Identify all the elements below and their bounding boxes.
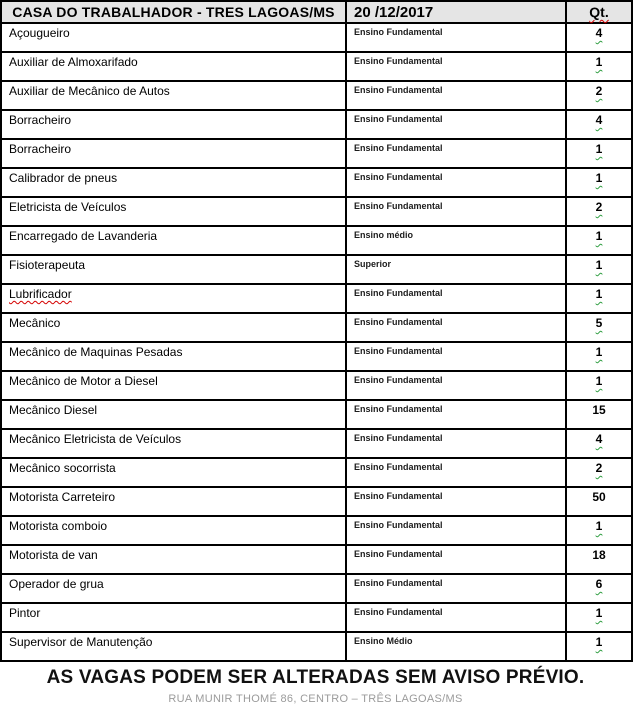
address-text: RUA MUNIR THOMÉ 86, CENTRO – TRÊS LAGOAS/MS xyxy=(168,693,463,705)
job-title-cell xyxy=(1,487,346,516)
quantity-cell xyxy=(566,81,632,110)
quantity-value: 1 xyxy=(595,345,603,359)
education-level-cell: Ensino médio xyxy=(346,226,566,255)
education-level-cell: Ensino Fundamental xyxy=(346,313,566,342)
quantity-value: 2 xyxy=(595,84,603,98)
table-row xyxy=(1,371,632,400)
quantity-value: 2 xyxy=(595,461,603,475)
quantity-cell xyxy=(566,574,632,603)
education-level-cell: Ensino Fundamental xyxy=(346,516,566,545)
job-title-cell xyxy=(1,52,346,81)
job-title: Auxiliar de Mecânico de Autos xyxy=(9,84,170,98)
education-level-cell: Ensino Médio xyxy=(346,632,566,661)
job-title-cell xyxy=(1,545,346,574)
job-title-cell xyxy=(1,603,346,632)
table-row xyxy=(1,313,632,342)
quantity-value: 18 xyxy=(592,548,606,562)
job-title: Borracheiro xyxy=(9,142,72,156)
table-row xyxy=(1,603,632,632)
qty-column-header-cell xyxy=(566,1,632,23)
job-title-cell xyxy=(1,342,346,371)
table-row xyxy=(1,197,632,226)
job-title: Motorista comboio xyxy=(9,519,108,533)
table-row xyxy=(1,255,632,284)
table-row xyxy=(1,574,632,603)
quantity-cell xyxy=(566,313,632,342)
education-level-cell: Ensino Fundamental xyxy=(346,342,566,371)
job-title: Fisioterapeuta xyxy=(9,258,86,272)
job-title: Açougueiro xyxy=(9,26,70,40)
qty-column-header: Qt. xyxy=(589,4,609,20)
education-level-cell: Ensino Fundamental xyxy=(346,284,566,313)
job-title-cell xyxy=(1,400,346,429)
job-title: Lubrificador xyxy=(9,287,72,301)
education-level-cell: Ensino Fundamental xyxy=(346,429,566,458)
job-title-cell xyxy=(1,23,346,52)
quantity-cell xyxy=(566,545,632,574)
table-row xyxy=(1,400,632,429)
quantity-cell xyxy=(566,342,632,371)
job-title-cell xyxy=(1,284,346,313)
table-row xyxy=(1,458,632,487)
education-level-cell: Ensino Fundamental xyxy=(346,371,566,400)
education-level-cell: Ensino Fundamental xyxy=(346,23,566,52)
quantity-cell xyxy=(566,632,632,661)
table-row xyxy=(1,342,632,371)
quantity-value: 4 xyxy=(595,113,603,127)
job-title: Motorista Carreteiro xyxy=(9,490,116,504)
quantity-cell xyxy=(566,255,632,284)
org-title: CASA DO TRABALHADOR - TRES LAGOAS/MS xyxy=(1,1,346,23)
quantity-cell xyxy=(566,400,632,429)
job-title: Mecânico Eletricista de Veículos xyxy=(9,432,182,446)
education-level-cell: Ensino Fundamental xyxy=(346,400,566,429)
quantity-cell xyxy=(566,168,632,197)
job-title-cell xyxy=(1,574,346,603)
quantity-value: 50 xyxy=(592,490,606,504)
job-title-cell xyxy=(1,197,346,226)
education-level-cell: Superior xyxy=(346,255,566,284)
quantity-value: 1 xyxy=(595,258,603,272)
table-row xyxy=(1,52,632,81)
quantity-cell xyxy=(566,139,632,168)
job-title: Mecânico de Motor a Diesel xyxy=(9,374,158,388)
quantity-value: 1 xyxy=(595,142,603,156)
job-title: Eletricista de Veículos xyxy=(9,200,127,214)
education-level-cell: Ensino Fundamental xyxy=(346,603,566,632)
job-title: Motorista de van xyxy=(9,548,98,562)
quantity-cell xyxy=(566,458,632,487)
quantity-cell xyxy=(566,197,632,226)
education-level-cell: Ensino Fundamental xyxy=(346,197,566,226)
job-title-cell xyxy=(1,226,346,255)
education-level-cell: Ensino Fundamental xyxy=(346,52,566,81)
quantity-value: 1 xyxy=(595,229,603,243)
job-title-cell xyxy=(1,429,346,458)
education-level-cell: Ensino Fundamental xyxy=(346,574,566,603)
quantity-value: 15 xyxy=(592,403,606,417)
quantity-cell xyxy=(566,487,632,516)
report-date: 20 /12/2017 xyxy=(346,1,566,23)
job-title-cell xyxy=(1,632,346,661)
table-row xyxy=(1,429,632,458)
quantity-cell xyxy=(566,110,632,139)
education-level-cell: Ensino Fundamental xyxy=(346,168,566,197)
table-row xyxy=(1,23,632,52)
table-row xyxy=(1,487,632,516)
job-title-cell xyxy=(1,139,346,168)
table-header xyxy=(1,1,632,23)
job-title-cell xyxy=(1,110,346,139)
quantity-cell xyxy=(566,226,632,255)
table-row xyxy=(1,168,632,197)
table-row xyxy=(1,110,632,139)
quantity-value: 4 xyxy=(595,26,603,40)
education-level-cell: Ensino Fundamental xyxy=(346,110,566,139)
quantity-cell xyxy=(566,516,632,545)
quantity-value: 1 xyxy=(595,171,603,185)
quantity-value: 1 xyxy=(595,287,603,301)
notice-text: AS VAGAS PODEM SER ALTERADAS SEM AVISO PRÉVIO. xyxy=(46,667,585,688)
quantity-cell xyxy=(566,603,632,632)
quantity-value: 5 xyxy=(595,316,603,330)
job-title: Calibrador de pneus xyxy=(9,171,118,185)
job-title: Mecânico Diesel xyxy=(9,403,98,417)
quantity-value: 1 xyxy=(595,606,603,620)
quantity-cell xyxy=(566,371,632,400)
table-row xyxy=(1,81,632,110)
job-title-cell xyxy=(1,255,346,284)
job-title-cell xyxy=(1,371,346,400)
table-body xyxy=(1,23,632,661)
job-title: Borracheiro xyxy=(9,113,72,127)
job-title-cell xyxy=(1,313,346,342)
job-title: Mecânico xyxy=(9,316,61,330)
job-title: Mecânico de Maquinas Pesadas xyxy=(9,345,183,359)
table-row xyxy=(1,139,632,168)
job-title: Mecânico socorrista xyxy=(9,461,116,475)
table-row xyxy=(1,284,632,313)
job-title: Pintor xyxy=(9,606,41,620)
job-title: Auxiliar de Almoxarifado xyxy=(9,55,138,69)
job-title-cell xyxy=(1,81,346,110)
quantity-cell xyxy=(566,23,632,52)
education-level-cell: Ensino Fundamental xyxy=(346,139,566,168)
job-title: Operador de grua xyxy=(9,577,104,591)
quantity-value: 6 xyxy=(595,577,603,591)
quantity-value: 1 xyxy=(595,519,603,533)
quantity-value: 2 xyxy=(595,200,603,214)
job-title-cell xyxy=(1,458,346,487)
quantity-value: 4 xyxy=(595,432,603,446)
table-row xyxy=(1,226,632,255)
job-title-cell xyxy=(1,516,346,545)
quantity-cell xyxy=(566,429,632,458)
education-level-cell: Ensino Fundamental xyxy=(346,81,566,110)
table-row xyxy=(1,632,632,661)
education-level-cell: Ensino Fundamental xyxy=(346,458,566,487)
quantity-value: 1 xyxy=(595,55,603,69)
job-title-cell xyxy=(1,168,346,197)
quantity-cell xyxy=(566,284,632,313)
quantity-cell xyxy=(566,52,632,81)
table-row xyxy=(1,545,632,574)
quantity-value: 1 xyxy=(595,374,603,388)
job-title: Encarregado de Lavanderia xyxy=(9,229,158,243)
quantity-value: 1 xyxy=(595,635,603,649)
table-row xyxy=(1,516,632,545)
table-header-row xyxy=(1,1,632,23)
education-level-cell: Ensino Fundamental xyxy=(346,545,566,574)
job-title: Supervisor de Manutenção xyxy=(9,635,153,649)
education-level-cell: Ensino Fundamental xyxy=(346,487,566,516)
